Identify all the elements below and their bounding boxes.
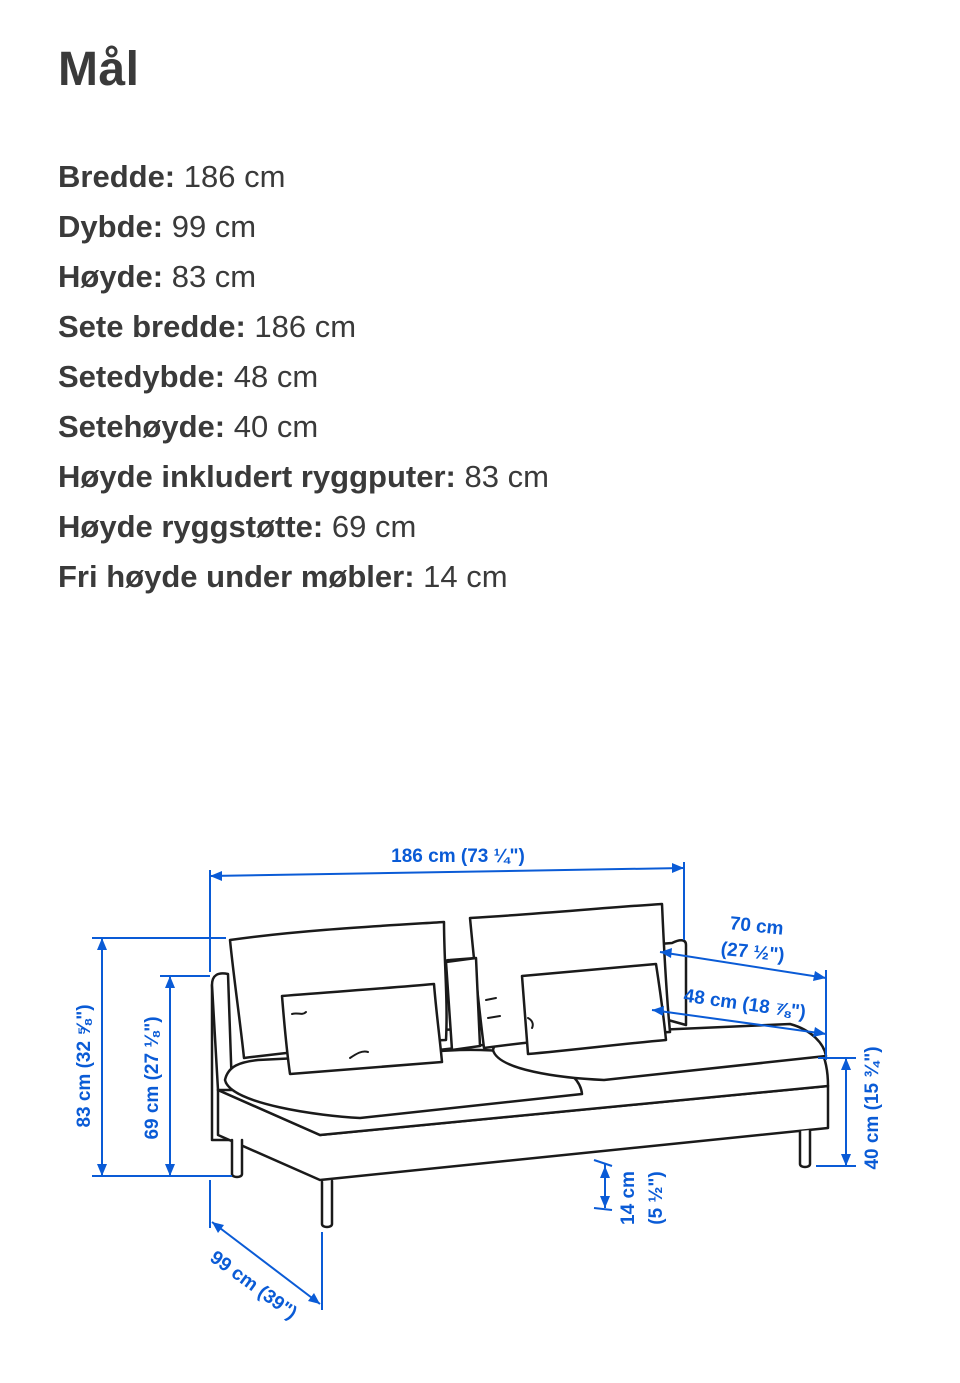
arrow-head xyxy=(600,1166,610,1178)
arrow-head xyxy=(165,976,175,988)
spec-value: 99 cm xyxy=(171,209,257,244)
spec-value: 83 cm xyxy=(464,459,549,494)
arrow-head xyxy=(97,938,107,950)
spec-label: Høyde inkludert ryggputer: xyxy=(58,459,456,494)
spec-label: Dybde: xyxy=(58,209,164,244)
spec-row-seat-width xyxy=(58,302,549,352)
sofa-leg xyxy=(322,1181,332,1227)
spec-label: Setedybde: xyxy=(58,359,226,394)
height-label: 83 cm (32 ⅝") xyxy=(74,1004,95,1128)
arrow-head xyxy=(308,1293,320,1304)
back-height-label: 69 cm (27 ⅛") xyxy=(142,1016,163,1140)
seat-depth-label: 48 cm (18 ⅞") xyxy=(682,985,808,1024)
spec-row-height-incl-cushions xyxy=(58,452,549,502)
arrow-head xyxy=(813,971,826,981)
clearance-extension-top xyxy=(594,1160,612,1166)
sofa-leg xyxy=(800,1130,810,1167)
sofa-leg xyxy=(232,1140,242,1177)
arrow-head xyxy=(210,871,222,881)
arrow-head xyxy=(212,1222,224,1233)
spec-value: 48 cm xyxy=(233,359,319,394)
sofa-lumbar-pillow-left xyxy=(282,984,442,1074)
spec-row-seat-depth xyxy=(58,352,549,402)
clearance-extension-bottom xyxy=(594,1208,612,1210)
arrow-head xyxy=(165,1164,175,1176)
sofa-back-gap xyxy=(446,958,480,1050)
spec-row-height xyxy=(58,252,549,302)
page-title: Mål xyxy=(58,43,140,96)
spec-value: 69 cm xyxy=(331,509,417,544)
spec-value: 14 cm xyxy=(423,559,508,594)
sofa-lumbar-pillow-right xyxy=(522,964,666,1054)
arrow-head xyxy=(813,1027,826,1037)
spec-value: 83 cm xyxy=(171,259,257,294)
spec-row-seat-height xyxy=(58,402,549,452)
spec-list xyxy=(58,152,549,602)
spec-row-backrest-height xyxy=(58,502,549,552)
arrow-head xyxy=(97,1164,107,1176)
seat-height-label: 40 cm (15 ¾") xyxy=(862,1046,883,1170)
clearance-label: 14 cm xyxy=(618,1171,639,1225)
spec-row-clearance xyxy=(58,552,549,602)
arrow-head xyxy=(841,1154,851,1166)
top-depth-label: 70 cm xyxy=(728,913,785,940)
spec-label: Fri høyde under møbler: xyxy=(58,559,415,594)
spec-row-width xyxy=(58,152,549,202)
spec-label: Høyde: xyxy=(58,259,164,294)
spec-label: Setehøyde: xyxy=(58,409,226,444)
width-dimension-line xyxy=(210,868,684,876)
arrow-head xyxy=(600,1196,610,1208)
spec-label: Sete bredde: xyxy=(58,309,246,344)
spec-value: 40 cm xyxy=(233,409,319,444)
spec-value: 186 cm xyxy=(254,309,357,344)
spec-label: Høyde ryggstøtte: xyxy=(58,509,324,544)
sofa-dimension-diagram xyxy=(0,820,960,1360)
top-depth-label-inches: (27 ½") xyxy=(719,938,786,967)
arrow-head xyxy=(841,1058,851,1070)
clearance-label-inches: (5 ½") xyxy=(646,1171,667,1225)
spec-row-depth xyxy=(58,202,549,252)
width-label: 186 cm (73 ¼") xyxy=(391,846,525,867)
spec-value: 186 cm xyxy=(183,159,286,194)
spec-label: Bredde: xyxy=(58,159,176,194)
arrow-head xyxy=(672,863,684,873)
depth-label: 99 cm (39") xyxy=(205,1247,301,1325)
